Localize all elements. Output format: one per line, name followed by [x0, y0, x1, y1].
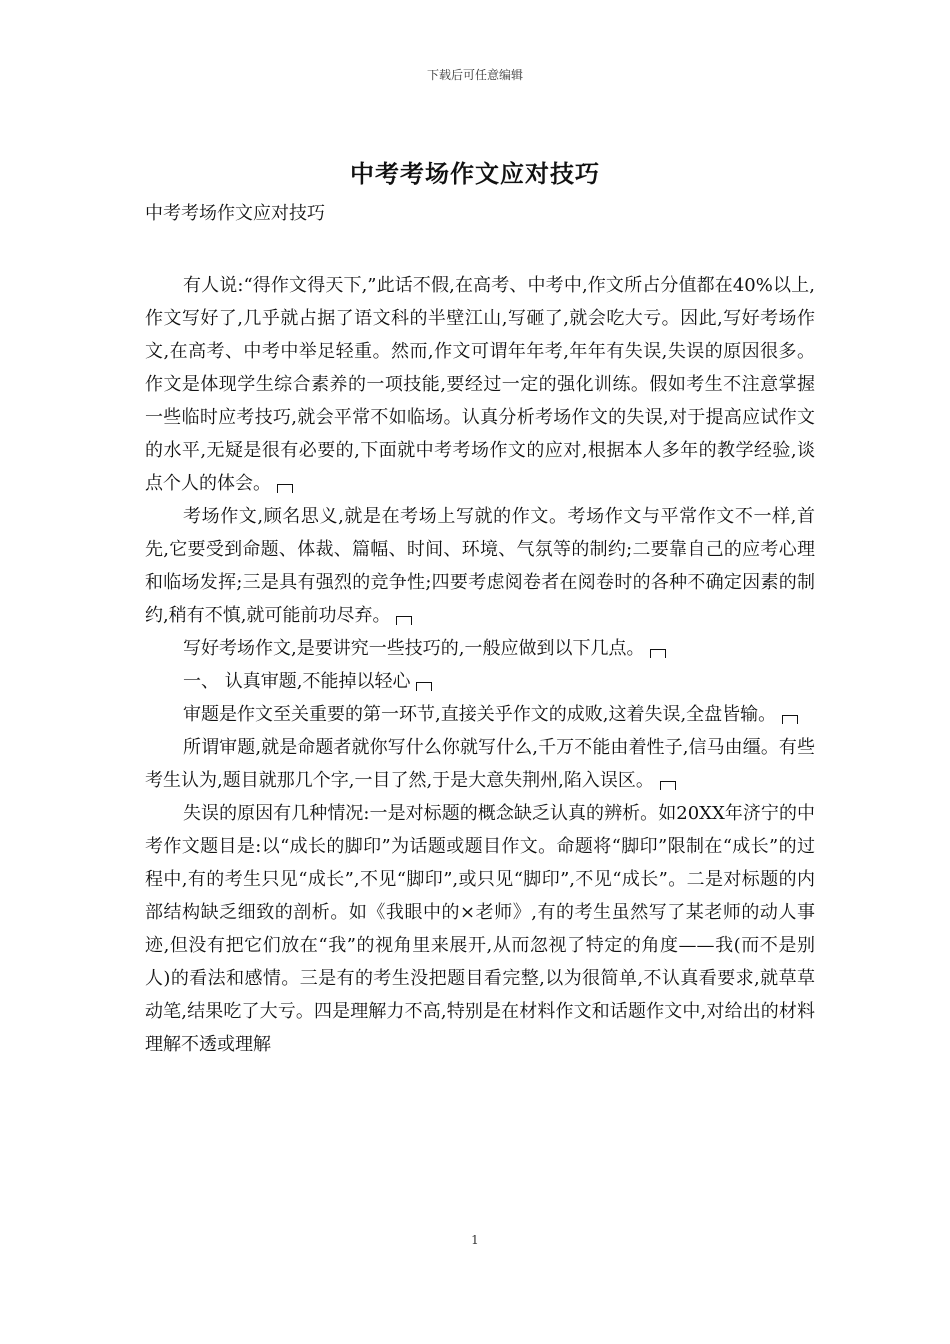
paragraph-audit-meaning: 所谓审题,就是命题者就你写什么你就写什么,千万不能由着性子,信马由缰。有些考生认为,题目就那几个字,一目了然,于是大意失荆州,陷入误区。 — [145, 737, 815, 791]
paragraph-mark-icon — [277, 484, 293, 493]
document-title: 中考考场作文应对技巧 — [350, 159, 600, 188]
paragraph-mark-icon — [650, 649, 666, 658]
page-header-note: 下载后可任意编辑 — [426, 68, 523, 82]
paragraph-mark-icon — [416, 682, 432, 691]
paragraph-intro: 有人说:“得作文得天下,”此话不假,在高考、中考中,作文所占分值都在40%以上,作文写好了,几乎就占据了语文科的半壁江山,写砸了,就会吃大亏。因此,写好考场作文,在高考、中考中举足轻重。然而,作文可谓年年考,年年有失误,失误的原因很多。作文是体现学生综合素养的一项技能,要经过一定的强化训练。假如考生不注意掌握一些临时应考技巧,就会平常不如临场。认真分析考场作文的失误,对于提高应试作文的水平,无疑是很有必要的,下面就中考考场作文的应对,根据本人多年的教学经验,谈点个人的体会。 — [145, 275, 815, 494]
paragraph-error-causes: 失误的原因有几种情况:一是对标题的概念缺乏认真的辨析。如20XX年济宁的中考作文题目是:以“成长的脚印”为话题或题目作文。命题将“脚印”限制在“成长”的过程中,有的考生只见“成长”,不见“脚印”,或只见“脚印”,不见“成长”。二是对标题的内部结构缺乏细致的剖析。如《我眼中的×老师》,有的考生虽然写了某老师的动人事迹,但没有把它们放在“我”的视角里来展开,从而忽视了特定的角度——我(而不是别人)的看法和感情。三是有的考生没把题目看完整,以为很简单,不认真看要求,就草草动笔,结果吃了大亏。四是理解力不高,特别是在材料作文和话题作文中,对给出的材料理解不透或理解 — [145, 803, 815, 1055]
document-body — [145, 269, 815, 1061]
paragraph-mark-icon — [396, 616, 412, 625]
paragraph-points-intro: 写好考场作文,是要讲究一些技巧的,一般应做到以下几点。 — [145, 632, 815, 665]
section-heading-1: 一、 认真审题,不能掉以轻心 — [145, 665, 815, 698]
paragraph-definition: 考场作文,顾名思义,就是在考场上写就的作文。考场作文与平常作文不一样,首先,它要受到命题、体裁、篇幅、时间、环境、气氛等的制约;二要靠自己的应考心理和临场发挥;三是具有强烈的竞争性;四要考虑阅卷者在阅卷时的各种不确定因素的制约,稍有不慎,就可能前功尽弃。 — [145, 506, 815, 626]
document-subtitle: 中考考场作文应对技巧 — [145, 203, 325, 224]
paragraph-mark-icon — [660, 781, 676, 790]
paragraph-mark-icon — [782, 715, 798, 724]
paragraph-audit-importance: 审题是作文至关重要的第一环节,直接关乎作文的成败,这着失误,全盘皆输。 — [145, 698, 815, 731]
page-number: 1 — [471, 1233, 479, 1247]
